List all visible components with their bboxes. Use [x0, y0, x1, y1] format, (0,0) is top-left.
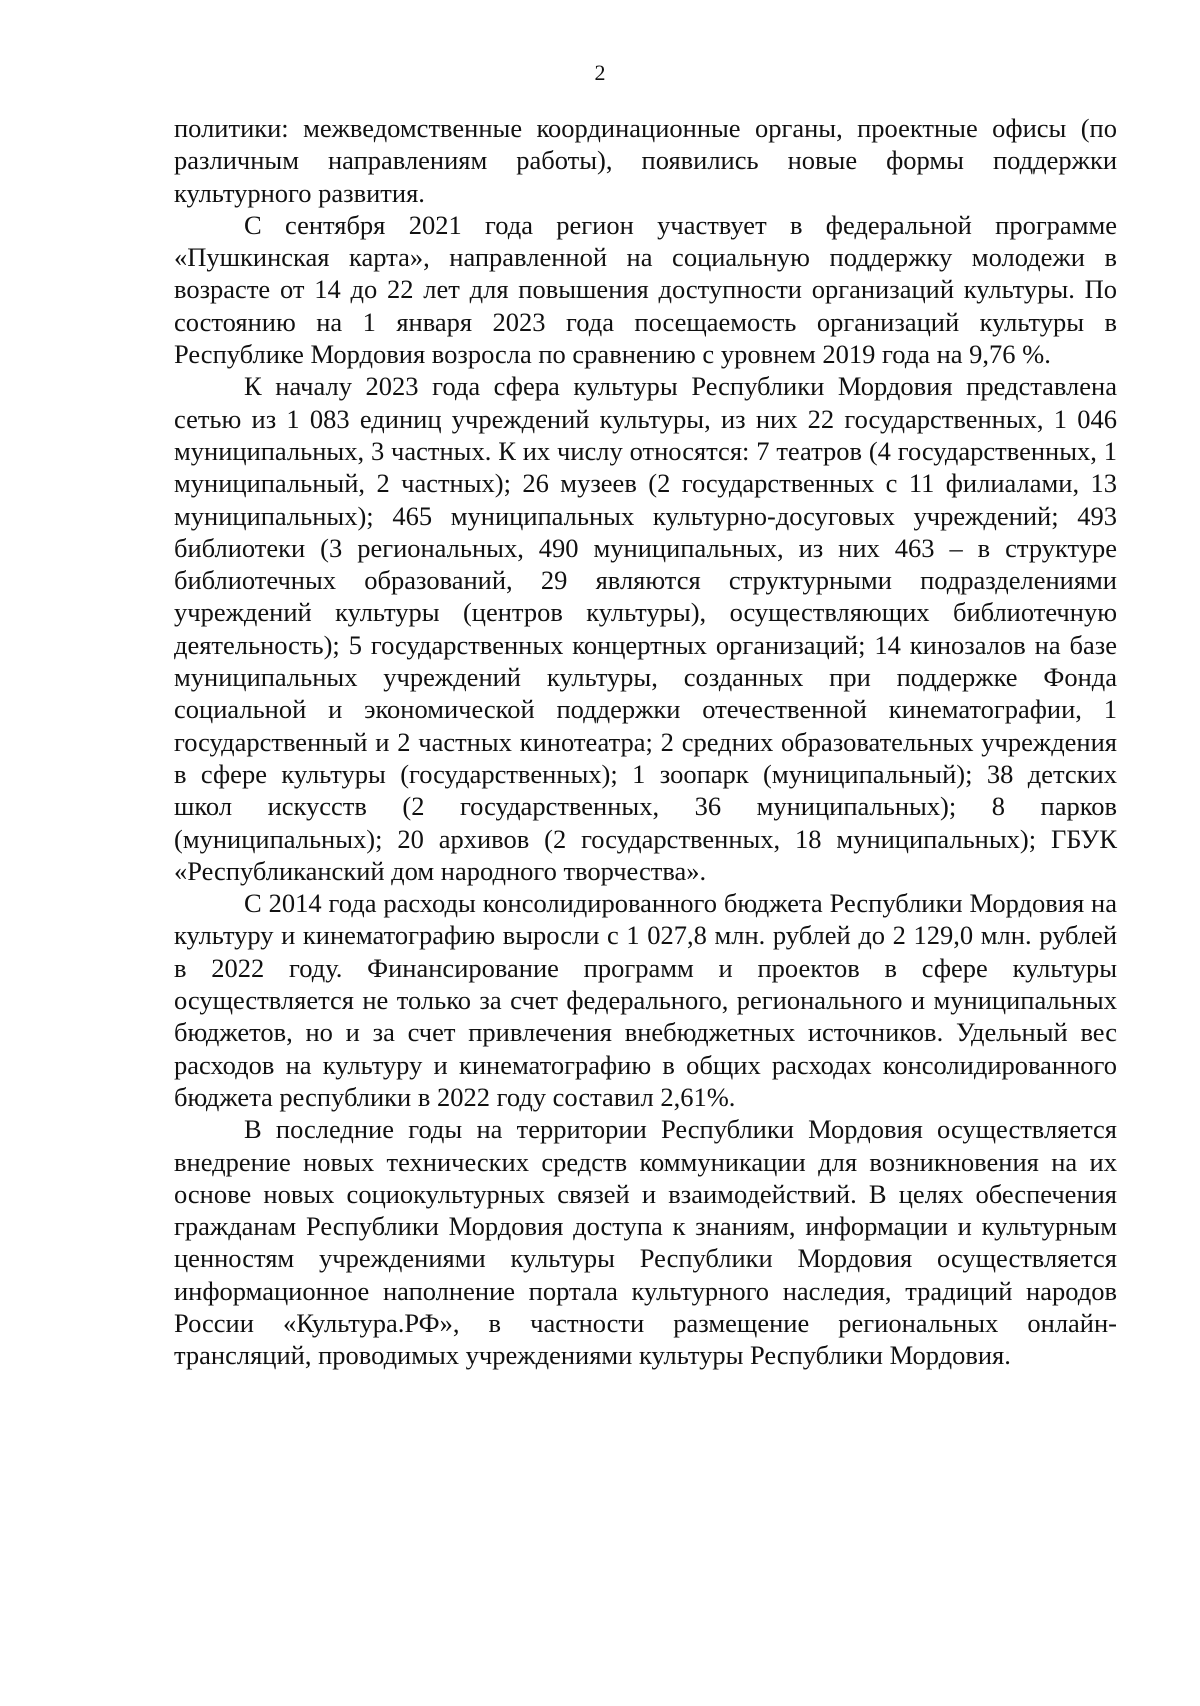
page-number: 2	[594, 60, 606, 85]
paragraph-policy-continuation: политики: межведомственные координационные органы, проектные офисы (по различным направлениям работы), появились новые формы поддержки культурного развития.	[174, 113, 1117, 208]
document-body	[174, 112, 1117, 1372]
paragraph-pushkin-card: С сентября 2021 года регион участвует в федеральной программе «Пушкинская карта», направленной на социальную поддержку молодежи в возрасте от 14 до 22 лет для повышения доступности организаций культуры. По состоянию на 1 января 2023 года посещаемость организаций культуры в Республике Мордовия возросла по сравнению с уровнем 2019 года на 9,76 %.	[174, 209, 1117, 370]
paragraph-budget-expenses: С 2014 года расходы консолидированного бюджета Республики Мордовия на культуру и кинематографию выросли с 1 027,8 млн. рублей до 2 129,0 млн. рублей в 2022 году. Финансирование программ и проектов в сфере культуры осуществляется не только за счет федерального, регионального и муниципальных бюджетов, но и за счет привлечения внебюджетных источников. Удельный вес расходов на культуру и кинематографию в общих расходах консолидированного бюджета республики в 2022 году составил 2,61%.	[174, 888, 1117, 1112]
paragraph-digital-communication: В последние годы на территории Республики Мордовия осуществляется внедрение новых технических средств коммуникации для возникновения на их основе новых социокультурных связей и взаимодействий. В целях обеспечения гражданам Республики Мордовия доступа к знаниям, информации и культурным ценностям учреждениями культуры Республики Мордовия осуществляется информационное наполнение портала культурного наследия, традиций народов России «Культура.РФ», в частности размещение региональных онлайн-трансляций, проводимых учреждениями культуры Республики Мордовия.	[174, 1114, 1117, 1371]
paragraph-culture-network: К началу 2023 года сфера культуры Республики Мордовия представлена сетью из 1 083 единиц учреждений культуры, из них 22 государственных, 1 046 муниципальных, 3 частных. К их числу относятся: 7 театров (4 государственных, 1 муниципальный, 2 частных); 26 музеев (2 государственных с 11 филиалами, 13 муниципальных); 465 муниципальных культурно-досуговых учреждений; 493 библиотеки (3 региональных, 490 муниципальных, из них 463 – в структуре библиотечных образований, 29 являются структурными подразделениями учреждений культуры (центров культуры), осуществляющих библиотечную деятельность); 5 государственных концертных организаций; 14 кинозалов на базе муниципальных учреждений культуры, созданных при поддержке Фонда социальной и экономической поддержки отечественной кинематографии, 1 государственный и 2 частных кинотеатра; 2 средних образовательных учреждения в сфере культуры (государственных); 1 зоопарк (муниципальный); 38 детских школ искусств (2 государственных, 36 муниципальных); 8 парков (муниципальных); 20 архивов (2 государственных, 18 муниципальных); ГБУК «Республиканский дом народного творчества».	[174, 371, 1117, 886]
